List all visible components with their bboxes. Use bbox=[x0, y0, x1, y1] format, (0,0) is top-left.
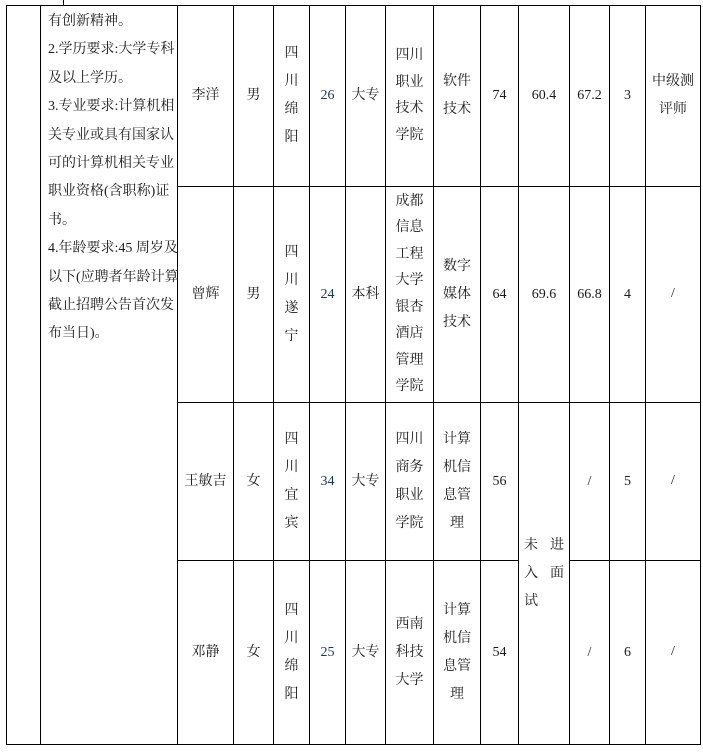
note-text: / bbox=[671, 286, 675, 302]
education-cell: 大专 bbox=[346, 403, 386, 561]
school-cell bbox=[386, 561, 434, 745]
school-cell bbox=[386, 187, 434, 403]
age-cell: 25 bbox=[310, 561, 346, 745]
age-cell: 24 bbox=[310, 187, 346, 403]
written-score-cell: 56 bbox=[481, 403, 519, 561]
total-score-cell: 66.8 bbox=[570, 187, 610, 403]
recruitment-results-table bbox=[6, 5, 701, 745]
total-score-cell: / bbox=[570, 403, 610, 561]
requirement-paragraph: 4.年龄要求:45 周岁及以下(应聘者年龄计算截止招聘公告首次发布当日)。 bbox=[48, 241, 179, 342]
age-cell: 34 bbox=[310, 403, 346, 561]
major-text: 软件技术 bbox=[443, 74, 471, 117]
origin-text: 四川遂宁 bbox=[284, 244, 299, 344]
requirement-paragraph: 2.学历要求:大学专科及以上学历。 bbox=[48, 42, 175, 86]
origin-cell bbox=[274, 187, 310, 403]
rank-cell: 3 bbox=[610, 6, 646, 187]
major-text: 计算机信息管理 bbox=[443, 602, 471, 702]
written-score-cell: 54 bbox=[481, 561, 519, 745]
school-text: 四川商务职业学院 bbox=[395, 431, 424, 531]
origin-cell bbox=[274, 403, 310, 561]
interview-status-text: 未进入面试 bbox=[524, 537, 564, 609]
school-text: 成都信息工程大学银杏酒店管理学院 bbox=[395, 193, 424, 394]
note-text: / bbox=[671, 473, 675, 489]
position-requirements-cell bbox=[41, 6, 178, 745]
interview-score-cell: 60.4 bbox=[519, 6, 570, 187]
education-cell: 大专 bbox=[346, 561, 386, 745]
major-text: 数字媒体技术 bbox=[443, 258, 471, 330]
written-score-cell: 64 bbox=[481, 187, 519, 403]
total-score-cell: 67.2 bbox=[570, 6, 610, 187]
major-cell bbox=[434, 403, 481, 561]
gender-cell: 男 bbox=[234, 187, 274, 403]
requirement-paragraph: 有创新精神。 bbox=[48, 14, 132, 29]
requirement-paragraph: 3.专业要求:计算机相关专业或具有国家认可的计算机相关专业职业资格(含职称)证书。 bbox=[48, 99, 175, 228]
note-text: 中级测评师 bbox=[652, 74, 694, 117]
candidate-name-cell: 曾辉 bbox=[178, 187, 234, 403]
major-cell bbox=[434, 187, 481, 403]
origin-text: 四川宜宾 bbox=[284, 431, 299, 531]
major-cell bbox=[434, 6, 481, 187]
major-text: 计算机信息管理 bbox=[443, 431, 471, 531]
gender-cell: 女 bbox=[234, 403, 274, 561]
origin-cell bbox=[274, 6, 310, 187]
rank-cell: 5 bbox=[610, 403, 646, 561]
school-text: 四川职业技术学院 bbox=[395, 48, 424, 143]
note-cell bbox=[646, 403, 701, 561]
interview-score-cell: 69.6 bbox=[519, 187, 570, 403]
rank-cell: 6 bbox=[610, 561, 646, 745]
origin-text: 四川绵阳 bbox=[284, 602, 299, 702]
total-score-cell: / bbox=[570, 561, 610, 745]
education-cell: 大专 bbox=[346, 6, 386, 187]
school-cell bbox=[386, 6, 434, 187]
school-text: 西南科技大学 bbox=[395, 616, 424, 688]
origin-cell bbox=[274, 561, 310, 745]
gender-cell: 男 bbox=[234, 6, 274, 187]
candidate-name-cell: 邓静 bbox=[178, 561, 234, 745]
left-margin-cell bbox=[7, 6, 41, 745]
written-score-cell: 74 bbox=[481, 6, 519, 187]
table-row bbox=[7, 6, 701, 187]
candidate-name-cell: 王敏吉 bbox=[178, 403, 234, 561]
note-cell bbox=[646, 561, 701, 745]
gender-cell: 女 bbox=[234, 561, 274, 745]
origin-text: 四川绵阳 bbox=[284, 46, 299, 145]
rank-cell: 4 bbox=[610, 187, 646, 403]
note-cell bbox=[646, 6, 701, 187]
candidate-name-cell: 李洋 bbox=[178, 6, 234, 187]
note-cell bbox=[646, 187, 701, 403]
education-cell: 本科 bbox=[346, 187, 386, 403]
school-cell bbox=[386, 403, 434, 561]
note-text: / bbox=[671, 644, 675, 660]
major-cell bbox=[434, 561, 481, 745]
interview-status-merged-cell bbox=[519, 403, 570, 745]
age-cell: 26 bbox=[310, 6, 346, 187]
